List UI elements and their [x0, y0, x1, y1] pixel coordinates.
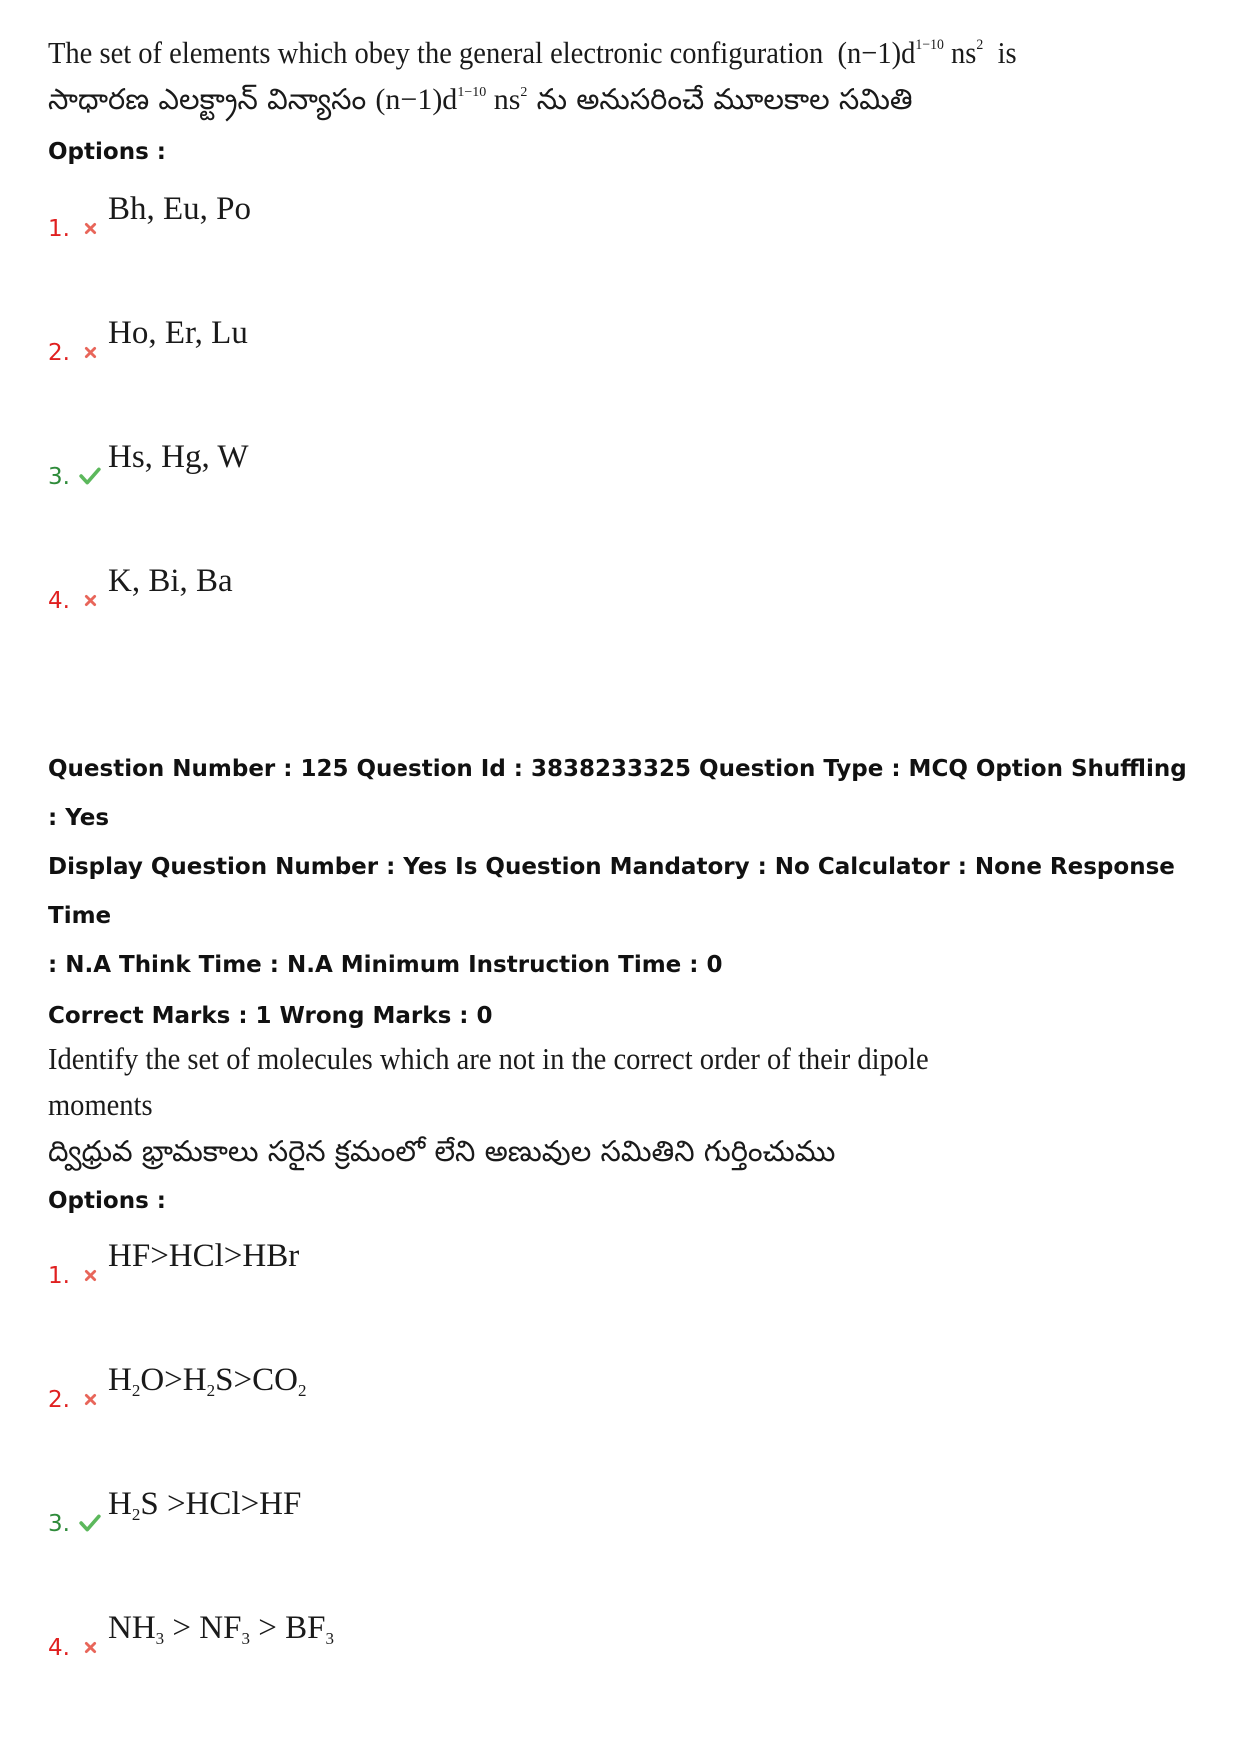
- config-sup-te: 1−10: [457, 85, 487, 100]
- option-number: 4.: [48, 1635, 70, 1661]
- option-1: [48, 1238, 1198, 1362]
- formula-subscript: 3: [155, 1629, 165, 1648]
- check-icon: [78, 1513, 102, 1533]
- question-page: [48, 30, 1198, 1734]
- formula-part: NH: [108, 1610, 156, 1646]
- correct-mark: [78, 1508, 102, 1538]
- q125-meta-line3: : N.A Think Time : N.A Minimum Instruction Time : 0: [48, 952, 723, 978]
- option-2: [48, 1362, 1198, 1486]
- config-ns-sup-te: 2: [520, 85, 528, 100]
- formula-subscript: 2: [131, 1505, 141, 1524]
- cross-icon: [83, 345, 98, 360]
- cross-icon: [83, 1640, 98, 1655]
- q124-te-suffix: ను అనుసరించే మూలకాల సమితి: [536, 82, 913, 116]
- option-1: [48, 191, 1198, 315]
- option-number: 2.: [48, 1387, 70, 1413]
- q124-te-prefix: సాధారణ ఎలక్ట్రాన్ విన్యాసం: [48, 82, 367, 116]
- formula-part: S>CO: [215, 1362, 298, 1398]
- q124-text-en: [48, 30, 1106, 76]
- option-number: 3.: [48, 1511, 70, 1537]
- option-number: 3.: [48, 464, 70, 490]
- formula-part: S >HCl>HF: [140, 1486, 302, 1522]
- wrong-mark: [78, 585, 102, 615]
- correct-mark: [78, 461, 102, 491]
- q125-text-en-2: moments: [48, 1087, 153, 1122]
- config-base-te: (n−1)d: [375, 83, 458, 116]
- formula-part: H: [108, 1362, 132, 1398]
- config-ns-sup: 2: [976, 37, 984, 53]
- q125-options: [48, 1238, 1198, 1734]
- wrong-mark: [78, 1384, 102, 1414]
- formula-part: > BF: [249, 1610, 326, 1646]
- option-number: 1.: [48, 216, 70, 242]
- option-text: Bh, Eu, Po: [108, 191, 252, 227]
- config-ns: ns: [951, 35, 977, 70]
- formula-subscript: 2: [297, 1381, 307, 1400]
- option-3: [48, 439, 1198, 563]
- formula-part: O>H: [140, 1362, 207, 1398]
- config-base: (n−1)d: [837, 35, 916, 70]
- option-3: [48, 1486, 1198, 1610]
- formula-subscript: 3: [325, 1629, 334, 1648]
- cross-icon: [83, 1268, 98, 1283]
- formula-subscript: 3: [241, 1629, 250, 1648]
- option-number: 2.: [48, 340, 70, 366]
- check-icon: [78, 466, 102, 486]
- q124-text-prefix: The set of elements which obey the general electronic configuration: [48, 35, 824, 70]
- wrong-mark: [78, 1260, 102, 1290]
- formula-subscript: 2: [206, 1381, 216, 1400]
- wrong-mark: [78, 337, 102, 367]
- q124-config: [838, 35, 984, 70]
- option-2: [48, 315, 1198, 439]
- cross-icon: [83, 593, 98, 608]
- config-sup: 1−10: [915, 37, 944, 53]
- option-text: Hs, Hg, W: [108, 439, 249, 475]
- q125-meta-line2: Display Question Number : Yes Is Question Mandatory : No Calculator : None Response Time: [48, 854, 1175, 929]
- formula-part: >HCl>HBr: [150, 1238, 300, 1274]
- q125-options-label: Options :: [48, 1188, 166, 1214]
- cross-icon: [83, 221, 98, 236]
- q125-text-en-1: Identify the set of molecules which are not in the correct order of their dipole: [48, 1041, 929, 1076]
- q125-meta: [48, 745, 1198, 990]
- formula-part: HF: [108, 1238, 151, 1274]
- option-4: [48, 563, 1198, 687]
- option-4: [48, 1610, 1198, 1734]
- q124-text-te: [48, 76, 1198, 123]
- option-text: [108, 1486, 301, 1523]
- q125-text-te: ద్విధ్రువ భ్రామకాలు సరైన క్రమంలో లేని అణువుల సమితిని గుర్తించుము: [48, 1134, 836, 1168]
- option-text: Ho, Er, Lu: [108, 315, 248, 351]
- option-text: [108, 1238, 299, 1275]
- option-text: [108, 1362, 306, 1399]
- option-number: 4.: [48, 588, 70, 614]
- formula-part: > NF: [164, 1610, 242, 1646]
- option-text: K, Bi, Ba: [108, 563, 233, 599]
- formula-subscript: 2: [131, 1381, 141, 1400]
- q124-options: [48, 191, 1198, 687]
- formula-part: H: [108, 1486, 132, 1522]
- wrong-mark: [78, 1632, 102, 1662]
- option-number: 1.: [48, 1263, 70, 1289]
- config-ns-te: ns: [493, 83, 521, 116]
- wrong-mark: [78, 213, 102, 243]
- q125-marks: Correct Marks : 1 Wrong Marks : 0: [48, 1003, 493, 1029]
- q124-text-suffix: is: [997, 35, 1017, 70]
- q124-te-config: [375, 83, 527, 116]
- option-text: [108, 1610, 334, 1647]
- cross-icon: [83, 1392, 98, 1407]
- q124-options-label: Options :: [48, 139, 166, 165]
- q125-meta-line1: Question Number : 125 Question Id : 3838233325 Question Type : MCQ Option Shuffling : Yes: [48, 756, 1187, 831]
